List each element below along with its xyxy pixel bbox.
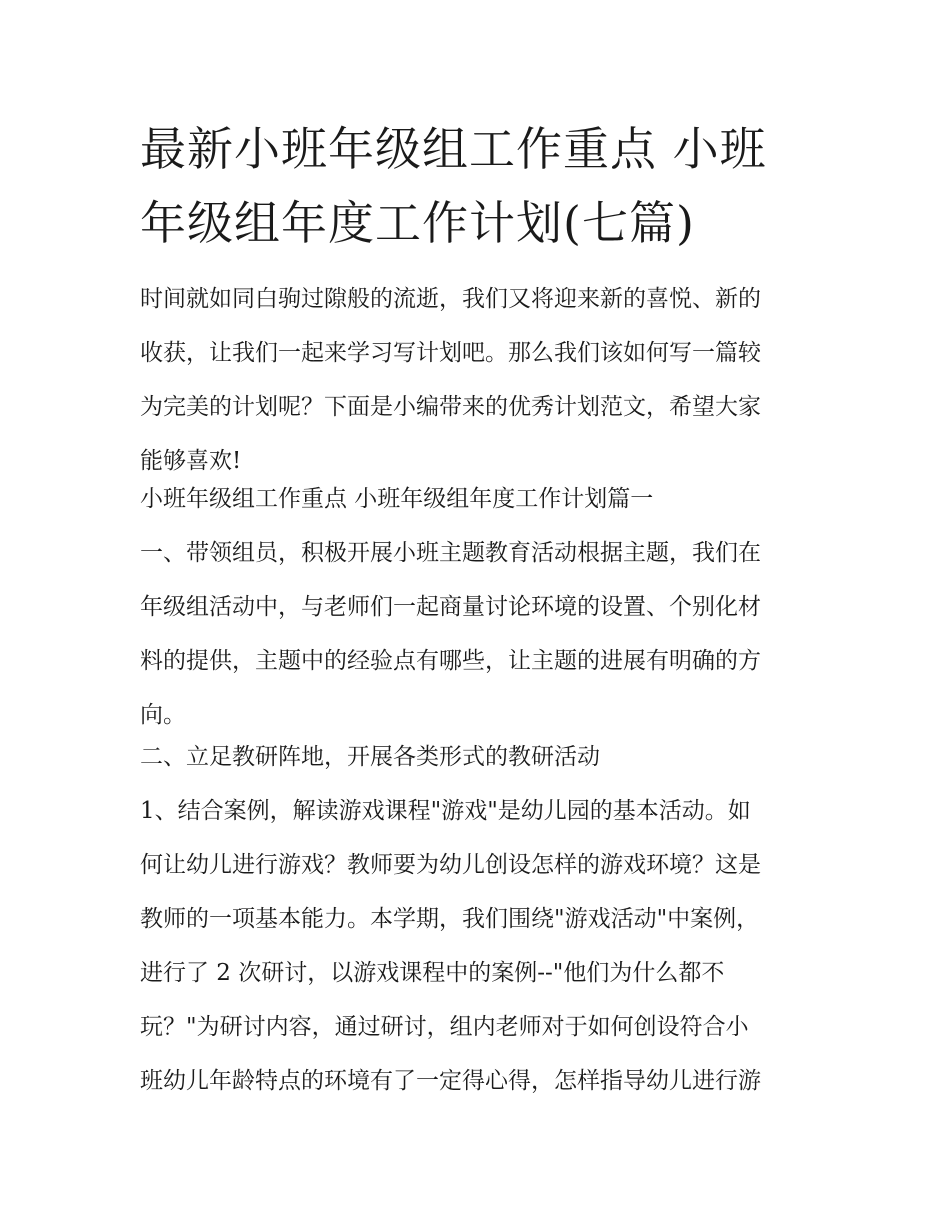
text-line: 一、带领组员，积极开展小班主题教育活动根据主题，我们在 bbox=[140, 540, 761, 566]
text-line: 班幼儿年龄特点的环境有了一定得心得，怎样指导幼儿进行游 bbox=[140, 1068, 761, 1094]
text-line: 玩？"为研讨内容，通过研讨，组内老师对于如何创设符合小 bbox=[140, 1014, 749, 1040]
item-1-paragraph bbox=[140, 534, 820, 750]
item-2-1-paragraph bbox=[140, 792, 820, 1116]
title-line: 年级组年度工作计划(七篇) bbox=[140, 196, 695, 250]
text-line: 向。 bbox=[140, 702, 186, 728]
text-line: 1、结合案例，解读游戏课程"游戏"是幼儿园的基本活动。如 bbox=[140, 798, 751, 824]
text-line: 能够喜欢! bbox=[140, 448, 242, 474]
intro-paragraph bbox=[140, 280, 820, 496]
text-line: 为完美的计划呢？下面是小编带来的优秀计划范文，希望大家 bbox=[140, 394, 761, 420]
title-line: 最新小班年级组工作重点 小班 bbox=[140, 122, 767, 176]
document-title bbox=[140, 112, 820, 260]
text-line: 收获，让我们一起来学习写计划吧。那么我们该如何写一篇较 bbox=[140, 340, 761, 366]
item-2-heading bbox=[140, 738, 820, 776]
section-heading bbox=[140, 480, 820, 518]
text-line: 时间就如同白驹过隙般的流逝，我们又将迎来新的喜悦、新的 bbox=[140, 286, 761, 312]
text-line: 进行了 2 次研讨，以游戏课程中的案例--"他们为什么都不 bbox=[140, 960, 725, 986]
text-line: 何让幼儿进行游戏？教师要为幼儿创设怎样的游戏环境？这是 bbox=[140, 852, 761, 878]
text-line: 料的提供，主题中的经验点有哪些，让主题的进展有明确的方 bbox=[140, 648, 761, 674]
text-line: 教师的一项基本能力。本学期，我们围绕"游戏活动"中案例， bbox=[140, 906, 760, 932]
text-line: 年级组活动中，与老师们一起商量讨论环境的设置、个别化材 bbox=[140, 594, 761, 620]
text-line: 二、立足教研阵地，开展各类形式的教研活动 bbox=[140, 744, 600, 770]
text-line: 小班年级组工作重点 小班年级组年度工作计划篇一 bbox=[140, 486, 654, 512]
